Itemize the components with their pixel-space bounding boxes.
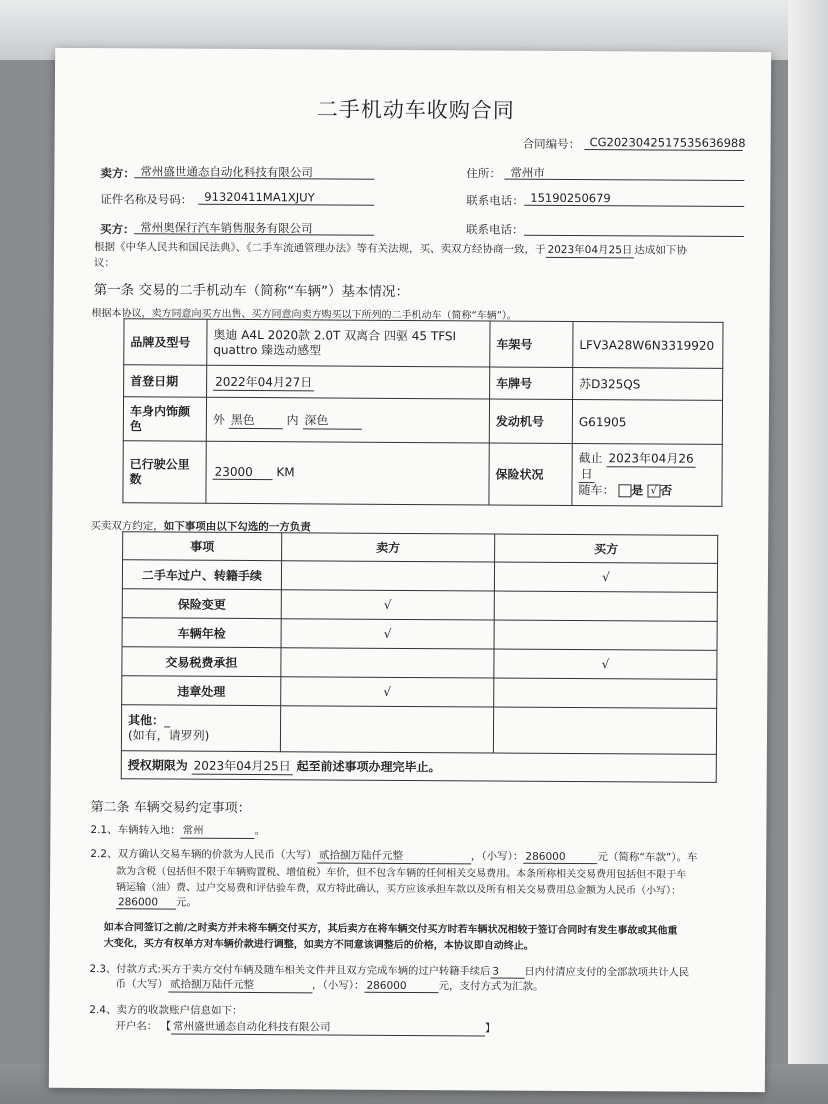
engine-label: 发动机号 — [489, 399, 572, 444]
clause-2-2-line2: 款为含税（包括但不限于车辆购置税、增值税）车价，但不包含车辆的任何相关交易费用。本条所称相关交易费用包括但不限于车 — [116, 866, 687, 881]
account-label: 开户名： — [115, 1020, 158, 1033]
resp-seller-3[interactable] — [281, 648, 494, 678]
plate-value: 苏D325QS — [573, 367, 723, 400]
phone-value: 15190250679 — [530, 190, 611, 206]
clause-2-2-c: 元（简称“车款”）。车 — [597, 851, 698, 864]
bold-clause-line1: 如本合同签订之前/之时卖方并未将车辆交付买方，其后卖方在将车辆交付买方时若车辆状况相较于签订合同时有发生事故或其他重 — [103, 922, 678, 937]
id-no-underline — [198, 204, 374, 206]
resp-buyer-4[interactable] — [494, 678, 717, 708]
clause-2-1-value: 常州 — [181, 823, 255, 839]
color-label-1: 车身内饰颜 — [129, 403, 191, 419]
resp-seller-4[interactable]: √ — [281, 677, 494, 707]
resp-other-buyer[interactable] — [493, 707, 716, 754]
resp-buyer-3[interactable]: √ — [494, 649, 717, 679]
article1-intro: 根据本协议，卖方同意向买方出售、买方同意向卖方购买以下所列的二手机动车（简称“车辆”）。 — [91, 308, 517, 322]
clause-2-2-amount: 286000 — [523, 851, 597, 864]
resp-buyer-1[interactable] — [494, 591, 717, 621]
seller-label: 卖方： — [100, 166, 135, 181]
insurance-date-end: 日 — [579, 467, 595, 483]
account-name: 常州盛世通态自动化科技有限公司 — [171, 1019, 485, 1037]
resp-other-seller[interactable] — [280, 706, 493, 753]
seller-value: 常州盛世通态自动化科技有限公司 — [140, 164, 313, 180]
resp-item-1: 保险变更 — [122, 589, 281, 619]
plate-label-text: 车牌号 — [496, 376, 533, 391]
reg-value: 2022年04月27日 — [213, 372, 314, 391]
clause-2-2-line3: 辆运输（油）费、过户交易费和评估验车费，双方特此确认，买方应该承担车款以及所有相关交易费用总金额为人民币（小写）： — [116, 882, 682, 897]
preamble-date: 2023年04月25日 — [545, 242, 634, 259]
no-checkbox[interactable]: √ — [647, 484, 660, 497]
article1-heading: 第一条 交易的二手机动车（简称“车辆”）基本情况： — [93, 282, 410, 300]
preamble-before: 根据《中华人民共和国民法典》、《二手车流通管理办法》等有关法规，买、卖双方经协商一致，于 — [93, 241, 546, 256]
brand-cell — [207, 319, 490, 367]
insurance-label: 保险状况 — [489, 443, 572, 506]
insurance-prefix: 截止 — [578, 451, 603, 466]
reg-cell — [207, 365, 490, 399]
resp-other-note: (如有，请罗列) — [127, 727, 210, 743]
resp-head-item: 事项 — [123, 532, 282, 561]
clause-2-2-line4 — [116, 894, 197, 909]
id-no-value: 91320411MA1XJUY — [204, 189, 315, 205]
contract-no-underline — [585, 149, 743, 151]
resp-item-2: 车辆年检 — [122, 618, 281, 648]
account-open-bracket: 【 — [160, 1020, 172, 1033]
resp-buyer-0[interactable]: √ — [494, 562, 717, 592]
preamble-after: 达成如下协 — [634, 244, 687, 257]
ext-prefix: 外 — [212, 412, 225, 427]
contract-no-label: 合同编号： — [522, 136, 581, 152]
clause-2-3-b: 日内付清应支付的全部款项共计人民 — [524, 965, 690, 979]
resp-item-4: 违章处理 — [122, 676, 281, 706]
mileage-cell — [206, 441, 489, 505]
vehicle-table — [122, 318, 723, 507]
clause-2-1 — [90, 822, 265, 839]
int-color: 深色 — [302, 411, 361, 429]
ext-color: 黑色 — [229, 410, 283, 428]
resp-seller-2[interactable]: √ — [281, 619, 494, 649]
int-prefix: 内 — [286, 412, 299, 427]
brand-label: 品牌及型号 — [124, 319, 207, 366]
mileage-label — [123, 441, 206, 504]
color-cell — [206, 397, 489, 443]
buyer-phone-underline — [524, 235, 744, 237]
brand-line1: 奥迪 A4L 2020款 2.0T 双离合 四驱 45 TFSI — [213, 327, 457, 343]
yes-label: 是 — [631, 483, 644, 498]
mileage-value: 23000 — [213, 465, 273, 480]
follow-label: 随车： — [578, 483, 615, 498]
preamble-cont: 议： — [93, 257, 115, 270]
clause-2-2-amount-words: 贰拾捌万陆仟元整 — [317, 847, 471, 864]
clause-2-2-a: 2.2、双方确认交易车辆的价款为人民币（大写） — [90, 848, 317, 862]
mileage-label-2: 数 — [129, 471, 142, 486]
address-value: 常州市 — [510, 165, 545, 180]
mileage-label-1: 已行驶公里 — [129, 456, 190, 472]
clause-2-1-end: 。 — [254, 825, 266, 838]
clause-2-3-line2 — [115, 976, 543, 995]
responsibility-table — [121, 531, 719, 783]
resp-seller-1[interactable]: √ — [281, 590, 494, 620]
mileage-unit: KM — [276, 465, 295, 480]
color-label — [123, 397, 206, 442]
clause-2-2-total: 286000 — [116, 896, 176, 909]
resp-other-blank: _ — [164, 713, 171, 728]
resp-buyer-2[interactable] — [494, 620, 717, 650]
resp-intro-a: 买卖双方约定， — [90, 520, 164, 533]
account-line — [115, 1018, 495, 1036]
clause-2-4: 2.4、卖方的收款账户信息如下： — [89, 1004, 243, 1017]
address-label: 住所： — [466, 166, 501, 181]
bold-clause-line2: 大变化，买方有权单方对车辆价款进行调整，如卖方不同意该调整后的价格，本协议即自动终止。 — [103, 938, 534, 952]
resp-auth-after: 起至前述事项办理完毕止。 — [296, 758, 441, 774]
brand-line2: quattro 臻选动感型 — [213, 342, 322, 357]
article2-heading: 第二条 车辆交易约定事项： — [90, 800, 251, 817]
resp-item-0: 二手车过户、转籍手续 — [122, 560, 281, 590]
resp-item-3: 交易税费承担 — [122, 647, 281, 677]
phone-underline — [524, 205, 744, 207]
id-no-label: 证件名称及号码： — [100, 192, 193, 207]
engine-value: G61905 — [572, 399, 722, 444]
clause-2-3-days: 3 — [490, 965, 524, 978]
resp-other-cell — [121, 705, 280, 752]
contract-paper — [49, 48, 771, 1092]
plate-label — [490, 367, 573, 400]
vin-value: LFV3A28W6N3319920 — [573, 321, 723, 368]
phone-label: 联系电话： — [466, 193, 524, 208]
contract-no-value: CG2023042517535636988 — [589, 135, 746, 151]
resp-head-seller: 卖方 — [282, 533, 495, 562]
color-label-2: 色 — [129, 418, 142, 433]
clause-2-3-amount-words: 贰拾捌万陆仟元整 — [168, 977, 312, 994]
resp-seller-0[interactable] — [281, 561, 494, 591]
yes-checkbox[interactable] — [618, 484, 631, 497]
insurance-cell — [572, 443, 722, 506]
resp-auth-cell — [121, 751, 716, 783]
buyer-label: 买方： — [100, 222, 135, 237]
buyer-phone-label: 联系电话： — [466, 222, 524, 237]
resp-other-label: 其他： — [128, 712, 165, 728]
clause-2-2-total-unit: 元。 — [175, 896, 198, 909]
clause-2-1-label: 2.1、车辆转入地： — [90, 824, 181, 837]
insurance-date: 2023年04月26 — [606, 451, 695, 468]
resp-intro-b: 如下事项由以下勾选的一方负责 — [163, 520, 311, 534]
clause-2-2-b: ，（小写）： — [470, 850, 524, 863]
clause-2-3-l2c: 元，支付方式为汇款。 — [438, 980, 544, 993]
clause-2-3-a: 2.3、付款方式:买方于卖方交付车辆及随车相关文件并且双方完成车辆的过户转籍手续后 — [89, 963, 491, 978]
buyer-value: 常州奥保行汽车销售服务有限公司 — [140, 220, 313, 236]
resp-head-buyer: 买方 — [495, 534, 718, 563]
page-title: 二手机动车收购合同 — [316, 97, 515, 123]
reg-label: 首登日期 — [124, 365, 207, 398]
resp-auth-label: 授权期限为 — [127, 757, 188, 773]
background-right — [788, 0, 828, 1104]
clause-2-3-l2a: 币（大写） — [115, 978, 168, 991]
resp-auth-date: 2023年04月25日 — [192, 756, 293, 775]
account-close-bracket: 】 — [485, 1022, 496, 1035]
clause-2-3-amount: 286000 — [364, 980, 438, 993]
no-label: 否 — [660, 483, 673, 498]
preamble-text — [94, 239, 687, 259]
clause-2-3-l2b: ，（小写）： — [311, 979, 365, 992]
vin-label: 车架号 — [490, 321, 573, 368]
